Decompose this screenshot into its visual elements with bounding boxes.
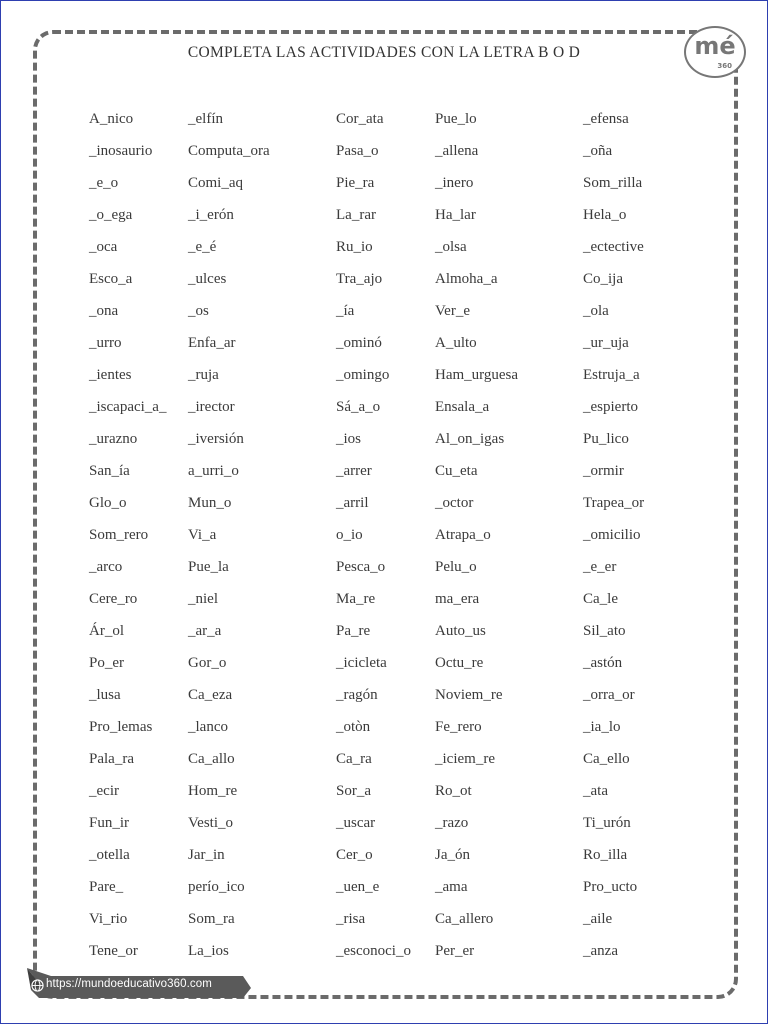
word-cell: _inero xyxy=(435,175,474,191)
word-cell: Tene_or xyxy=(89,943,138,959)
word-cell: Al_on_igas xyxy=(435,431,505,447)
row-spacer xyxy=(0,199,89,231)
word-cell: _ruja xyxy=(188,367,219,383)
word-cell: Glo_o xyxy=(89,495,127,511)
word-cell: _ur_uja xyxy=(583,335,629,351)
word-cell: Po_er xyxy=(89,655,124,671)
word-cell: _uen_e xyxy=(336,879,380,895)
word-cell: Noviem_re xyxy=(435,687,503,703)
word-cell: Fun_ir xyxy=(89,815,130,831)
word-cell: ma_era xyxy=(435,591,480,607)
word-cell: Ha_lar xyxy=(435,207,476,223)
row-spacer xyxy=(0,551,89,583)
word-cell: _ormir xyxy=(583,463,624,479)
word-cell: La_rar xyxy=(336,207,376,223)
word-cell: _oca xyxy=(89,239,118,255)
word-cell: o_io xyxy=(336,527,363,543)
word-grid xyxy=(0,103,768,967)
word-cell: Ca_allero xyxy=(435,911,494,927)
word-cell: _ragón xyxy=(336,687,378,703)
word-cell: Cor_ata xyxy=(336,111,384,127)
word-cell: _ama xyxy=(435,879,468,895)
word-cell: Vi_a xyxy=(188,527,217,543)
globe-icon xyxy=(31,979,44,992)
word-cell: _ata xyxy=(583,783,608,799)
word-cell: _ios xyxy=(336,431,362,447)
word-cell: Ca_ra xyxy=(336,751,372,767)
word-cell: _esconoci_o xyxy=(336,943,411,959)
word-cell: _os xyxy=(188,303,209,319)
word-cell: _icicleta xyxy=(336,655,387,671)
word-cell: _olsa xyxy=(435,239,467,255)
word-cell: _ar_a xyxy=(188,623,222,639)
word-cell: _lanco xyxy=(188,719,228,735)
word-cell: Trapea_or xyxy=(583,495,645,511)
row-spacer xyxy=(0,327,89,359)
word-cell: _espierto xyxy=(583,399,638,415)
word-cell: Cu_eta xyxy=(435,463,478,479)
word-cell: Vi_rio xyxy=(89,911,128,927)
word-cell: Vesti_o xyxy=(188,815,233,831)
word-cell: Jar_in xyxy=(188,847,225,863)
word-cell: _e_er xyxy=(583,559,617,575)
word-cell: _aile xyxy=(583,911,613,927)
word-cell: a_urri_o xyxy=(188,463,239,479)
word-cell: Gor_o xyxy=(188,655,227,671)
footer-url-link[interactable]: https://mundoeducativo360.com xyxy=(46,978,212,990)
word-cell: Ca_allo xyxy=(188,751,235,767)
row-spacer xyxy=(0,519,89,551)
word-cell: _urazno xyxy=(89,431,138,447)
word-cell: Hela_o xyxy=(583,207,627,223)
row-spacer xyxy=(0,679,89,711)
word-cell: _ominó xyxy=(336,335,382,351)
word-cell: Pro_lemas xyxy=(89,719,153,735)
word-cell: _omingo xyxy=(336,367,390,383)
word-cell: Co_ija xyxy=(583,271,623,287)
word-cell: Ro_ot xyxy=(435,783,472,799)
word-cell: _anza xyxy=(583,943,618,959)
word-cell: Ver_e xyxy=(435,303,470,319)
word-cell: Pare_ xyxy=(89,879,124,895)
row-spacer xyxy=(0,807,89,839)
brand-logo xyxy=(684,26,746,78)
word-cell: _ola xyxy=(583,303,609,319)
word-cell: _uscar xyxy=(336,815,376,831)
logo-mark: mé xyxy=(694,32,736,60)
word-cell: Ham_urguesa xyxy=(435,367,519,383)
word-cell: _o_ega xyxy=(89,207,133,223)
word-cell: _arril xyxy=(336,495,369,511)
word-cell: _orra_or xyxy=(583,687,635,703)
word-cell: _urro xyxy=(89,335,122,351)
word-cell: Fe_rero xyxy=(435,719,482,735)
row-spacer xyxy=(0,263,89,295)
word-cell: Octu_re xyxy=(435,655,484,671)
word-cell: Pue_lo xyxy=(435,111,477,127)
word-cell: Pu_lico xyxy=(583,431,629,447)
row-spacer xyxy=(0,295,89,327)
word-cell: Som_rero xyxy=(89,527,149,543)
word-cell: Mun_o xyxy=(188,495,232,511)
logo-number: 360 xyxy=(717,62,732,70)
word-cell: _iversión xyxy=(188,431,244,447)
word-cell: Almoha_a xyxy=(435,271,498,287)
word-cell: _ecir xyxy=(89,783,119,799)
word-cell: La_ios xyxy=(188,943,229,959)
row-spacer xyxy=(0,711,89,743)
word-cell: Atrapa_o xyxy=(435,527,491,543)
word-cell: Computa_ora xyxy=(188,143,270,159)
word-cell: Pesca_o xyxy=(336,559,386,575)
word-cell: Sá_a_o xyxy=(336,399,381,415)
word-cell: Cere_ro xyxy=(89,591,138,607)
row-spacer xyxy=(0,167,89,199)
row-spacer xyxy=(0,487,89,519)
word-cell: _iciem_re xyxy=(435,751,495,767)
word-cell: A_nico xyxy=(89,111,134,127)
row-spacer xyxy=(0,135,89,167)
word-cell: _razo xyxy=(435,815,469,831)
word-cell: _ia_lo xyxy=(583,719,621,735)
row-spacer xyxy=(0,615,89,647)
word-cell: Som_rilla xyxy=(583,175,643,191)
row-spacer xyxy=(0,583,89,615)
word-cell: _arco xyxy=(89,559,123,575)
word-cell: _ientes xyxy=(89,367,132,383)
word-cell: Ca_le xyxy=(583,591,618,607)
word-cell: Per_er xyxy=(435,943,475,959)
row-spacer xyxy=(0,871,89,903)
word-cell: _ulces xyxy=(188,271,227,287)
word-cell: _octor xyxy=(435,495,474,511)
word-cell: Sor_a xyxy=(336,783,371,799)
word-cell: Ca_ello xyxy=(583,751,630,767)
word-cell: Ár_ol xyxy=(89,623,124,639)
word-cell: _ía xyxy=(336,303,355,319)
word-cell: _lusa xyxy=(89,687,121,703)
word-cell: Pelu_o xyxy=(435,559,477,575)
word-cell: Pala_ra xyxy=(89,751,134,767)
word-cell: _arrer xyxy=(336,463,372,479)
word-cell: _irector xyxy=(188,399,235,415)
word-cell: _otella xyxy=(89,847,130,863)
word-cell: Tra_ajo xyxy=(336,271,383,287)
word-cell: Enfa_ar xyxy=(188,335,236,351)
word-cell: Cer_o xyxy=(336,847,373,863)
row-spacer xyxy=(0,423,89,455)
word-cell: _ectective xyxy=(583,239,644,255)
word-cell: _risa xyxy=(336,911,366,927)
row-spacer xyxy=(0,391,89,423)
word-cell: _i_erón xyxy=(188,207,234,223)
word-cell: _iscapaci_a_ xyxy=(89,399,167,415)
word-cell: Estruja_a xyxy=(583,367,640,383)
word-cell: Pa_re xyxy=(336,623,371,639)
row-spacer xyxy=(0,839,89,871)
word-cell: perío_ico xyxy=(188,879,245,895)
word-cell: _e_é xyxy=(188,239,217,255)
word-cell: Esco_a xyxy=(89,271,133,287)
word-cell: _efensa xyxy=(583,111,629,127)
word-cell: _omicilio xyxy=(583,527,641,543)
word-cell: Auto_us xyxy=(435,623,486,639)
word-cell: _otòn xyxy=(336,719,371,735)
row-spacer xyxy=(0,935,89,967)
row-spacer xyxy=(0,359,89,391)
word-cell: Ro_illa xyxy=(583,847,628,863)
row-spacer xyxy=(0,775,89,807)
word-cell: _astón xyxy=(583,655,623,671)
word-cell: Ma_re xyxy=(336,591,376,607)
row-spacer xyxy=(0,903,89,935)
row-spacer xyxy=(0,743,89,775)
row-spacer xyxy=(0,647,89,679)
word-cell: _inosaurio xyxy=(89,143,153,159)
word-cell: Pro_ucto xyxy=(583,879,638,895)
word-cell: _niel xyxy=(188,591,218,607)
word-cell: _e_o xyxy=(89,175,119,191)
page-title: COMPLETA LAS ACTIVIDADES CON LA LETRA B O D xyxy=(187,44,581,61)
word-cell: Comi_aq xyxy=(188,175,243,191)
word-cell: Hom_re xyxy=(188,783,238,799)
word-cell: Ja_ón xyxy=(435,847,470,863)
word-cell: _oña xyxy=(583,143,613,159)
word-cell: San_ía xyxy=(89,463,130,479)
word-cell: Pasa_o xyxy=(336,143,379,159)
word-cell: Pie_ra xyxy=(336,175,375,191)
word-cell: Pue_la xyxy=(188,559,229,575)
word-cell: _allena xyxy=(435,143,479,159)
word-cell: Ti_urón xyxy=(583,815,631,831)
word-cell: Som_ra xyxy=(188,911,235,927)
word-cell: Ca_eza xyxy=(188,687,233,703)
word-cell: Sil_ato xyxy=(583,623,626,639)
row-spacer xyxy=(0,455,89,487)
row-spacer xyxy=(0,103,89,135)
word-cell: Ru_io xyxy=(336,239,373,255)
word-cell: Ensala_a xyxy=(435,399,490,415)
word-cell: _elfín xyxy=(188,111,223,127)
word-cell: _ona xyxy=(89,303,119,319)
word-cell: A_ulto xyxy=(435,335,477,351)
row-spacer xyxy=(0,231,89,263)
